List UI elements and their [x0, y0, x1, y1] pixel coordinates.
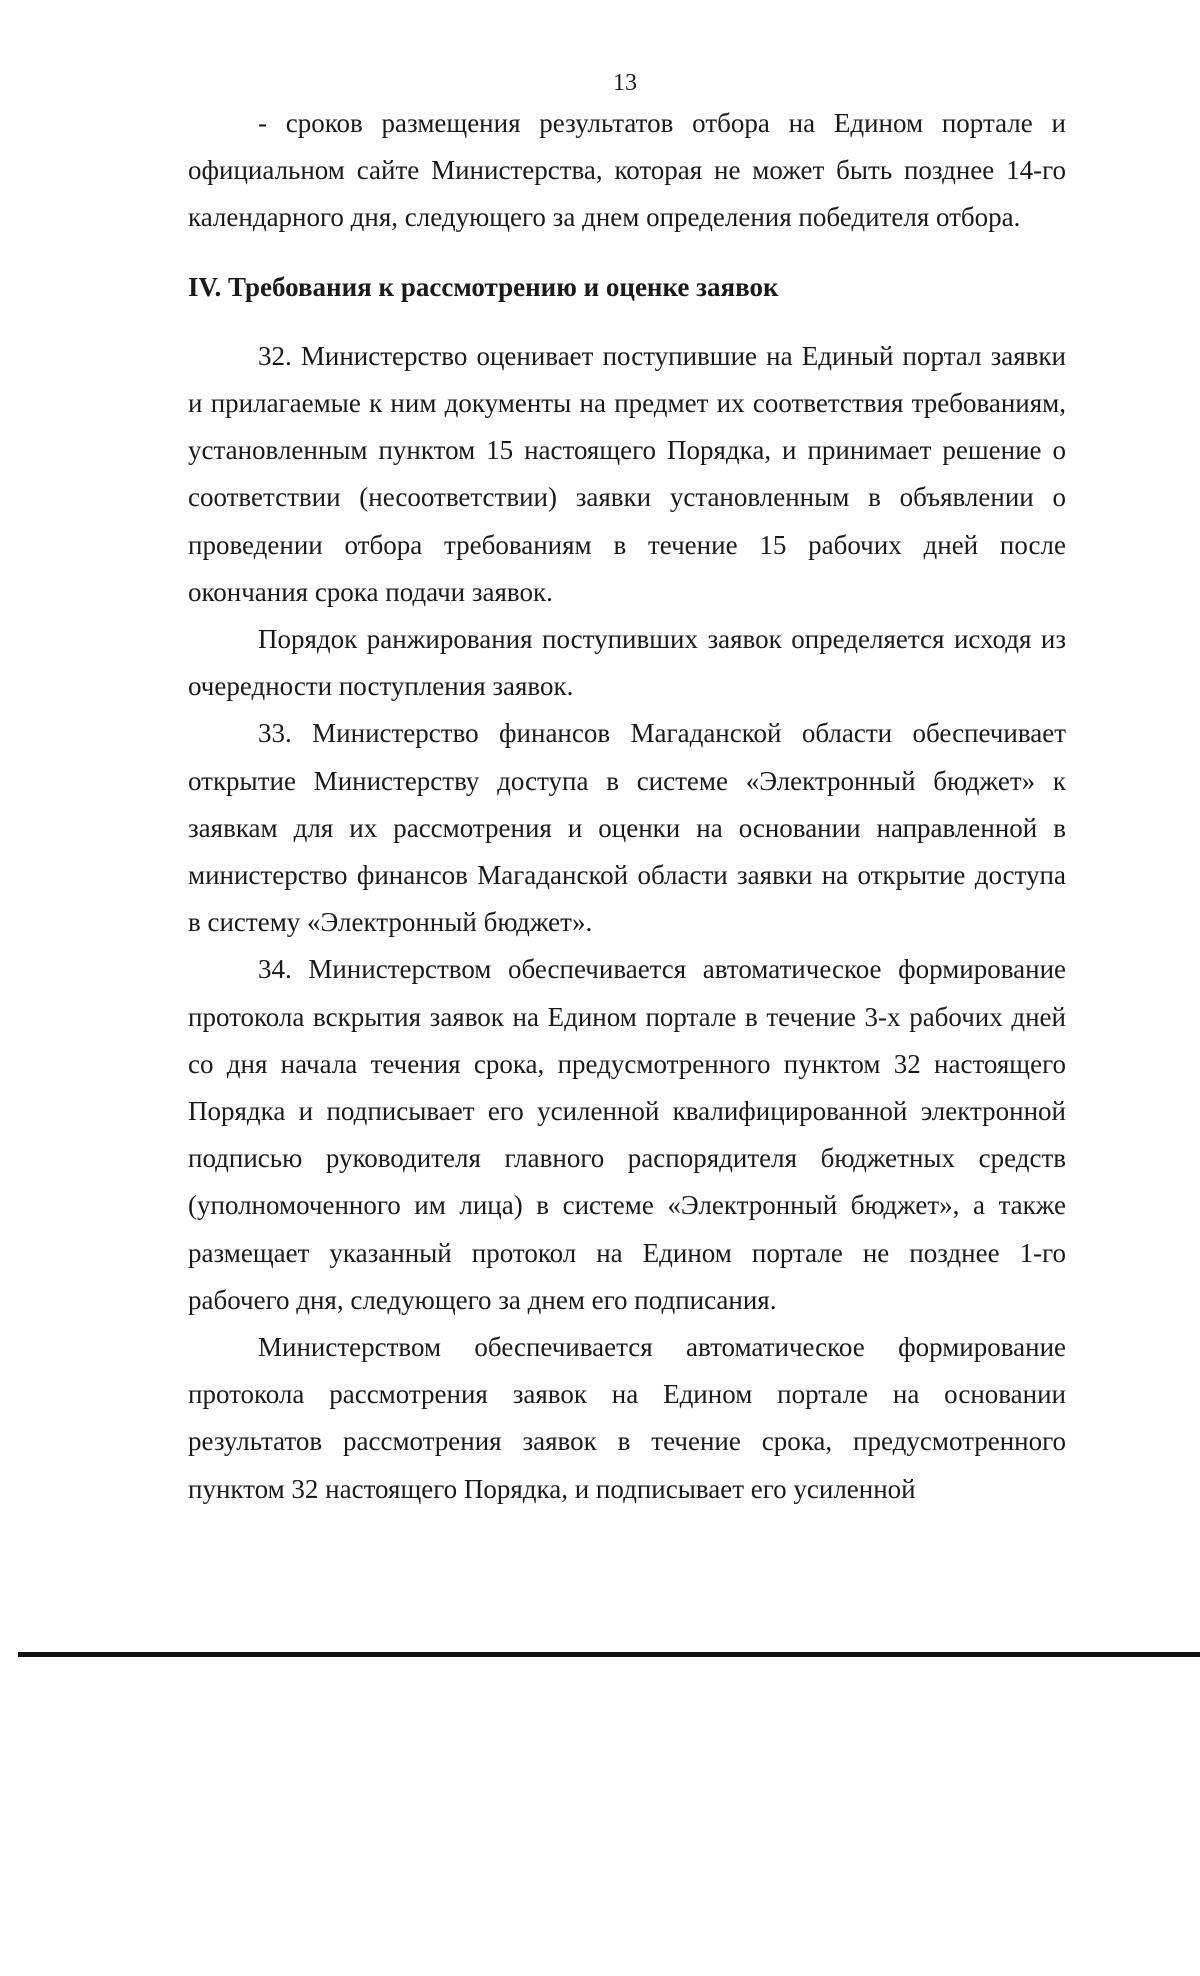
paragraph-protocol: Министерством обеспечивается автоматическое формирование протокола рассмотрения заявок на Едином портале на основании результатов рассмотрения заявок в течение срока, предусмотренного пунктом 32 настоящего Порядка, и подписывает его усиленной — [188, 1332, 1066, 1504]
paragraph-ranking: Порядок ранжирования поступивших заявок определяется исходя из очередности поступления заявок. — [188, 624, 1066, 702]
page-bottom-rule — [18, 1652, 1200, 1657]
intro-paragraph: - сроков размещения результатов отбора на Едином портале и официальном сайте Министерства, которая не может быть позднее 14-го календарного дня, следующего за днем определения победителя отбора. — [188, 108, 1066, 233]
document-body — [188, 100, 1066, 1513]
paragraph-34: 34. Министерством обеспечивается автоматическое формирование протокола вскрытия заявок на Едином портале в течение 3-х рабочих дней со дня начала течения срока, предусмотренного пунктом 32 настоящего Порядка и подписывает его усиленной квалифицированной электронной подписью руководителя главного распорядителя бюджетных средств (уполномоченного им лица) в системе «Электронный бюджет», а также размещает указанный протокол на Едином портале не позднее 1-го рабочего дня, следующего за днем его подписания. — [188, 954, 1066, 1315]
paragraph-32: 32. Министерство оценивает поступившие на Единый портал заявки и прилагаемые к ним документы на предмет их соответствия требованиям, установленным пунктом 15 настоящего Порядка, и принимает решение о соответствии (несоответствии) заявки установленным в объявлении о проведении отбора требованиям в течение 15 рабочих дней после окончания срока подачи заявок. — [188, 340, 1066, 607]
section-heading: IV. Требования к рассмотрению и оценке заявок — [188, 271, 779, 302]
page-number: 13 — [613, 70, 637, 96]
paragraph-33: 33. Министерство финансов Магаданской области обеспечивает открытие Министерству доступа в системе «Электронный бюджет» к заявкам для их рассмотрения и оценки на основании направленной в министерство финансов Магаданской области заявки на открытие доступа в систему «Электронный бюджет». — [188, 718, 1066, 938]
